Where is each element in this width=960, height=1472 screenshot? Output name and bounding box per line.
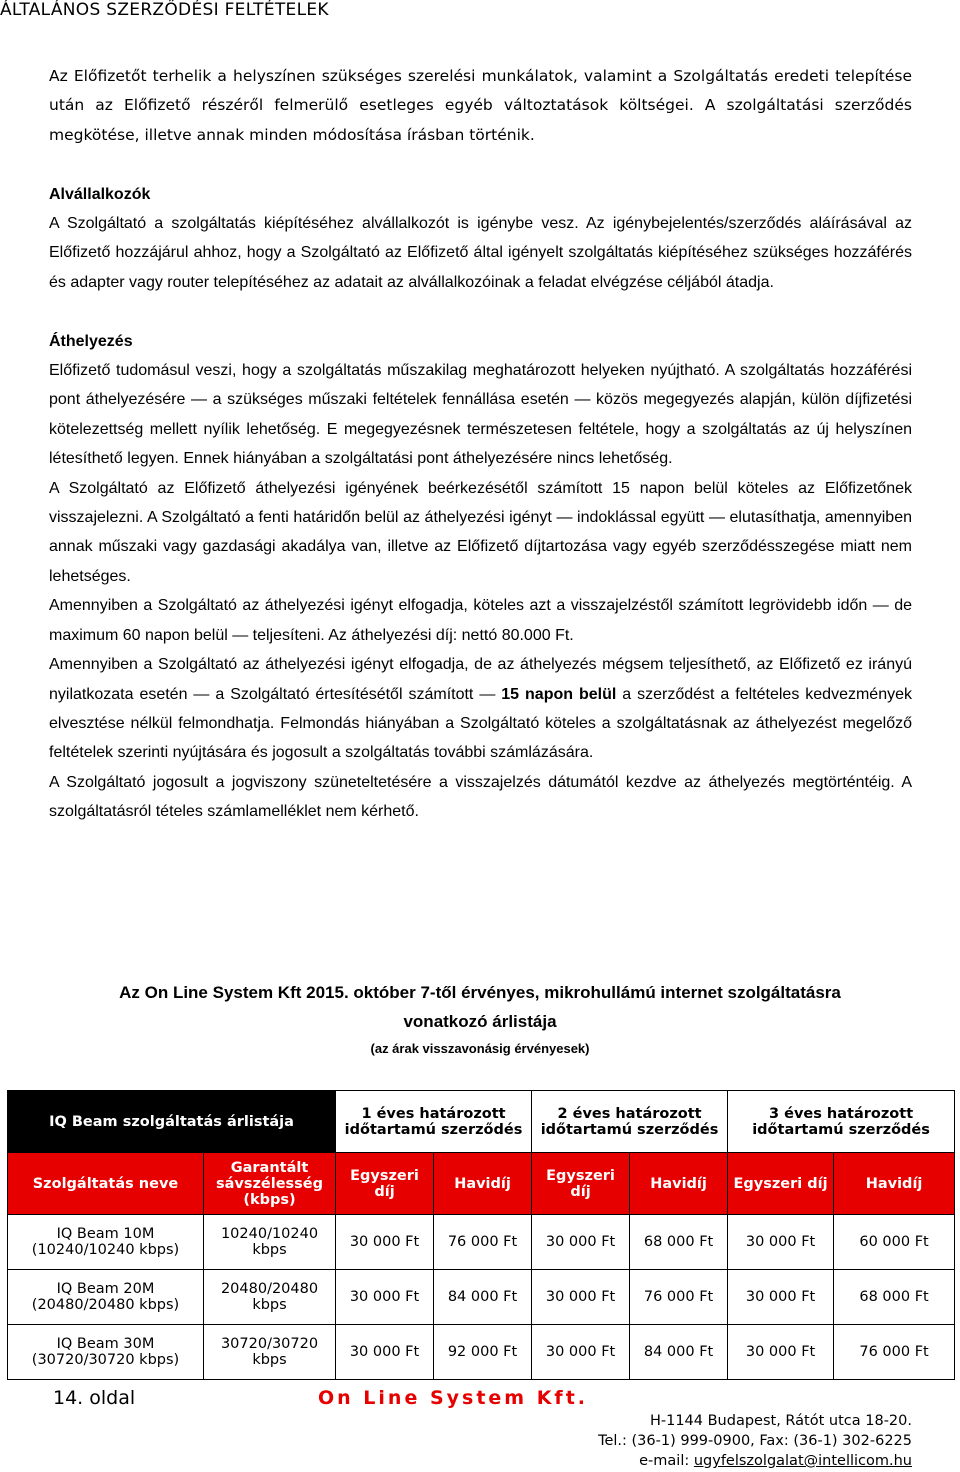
row-p3-monthly: 76 000 Ft bbox=[834, 1325, 955, 1380]
row-bandwidth: 20480/20480 kbps bbox=[204, 1270, 336, 1325]
price-list-heading bbox=[0, 978, 960, 1062]
price-heading-note: (az árak visszavonásig érvényesek) bbox=[370, 1041, 590, 1056]
row-p1-monthly: 76 000 Ft bbox=[434, 1215, 532, 1270]
email-link[interactable]: ugyfelszolgalat@intellicom.hu bbox=[693, 1453, 912, 1469]
row-p2-monthly: 68 000 Ft bbox=[630, 1215, 728, 1270]
price-table bbox=[7, 1090, 955, 1380]
relocation-paragraph-3: Amennyiben a Szolgáltató az áthelyezési igényt elfogadja, köteles azt a visszajelzéstől számított legrövidebb időn — de maximum 60 napon belül — teljesíteni. Az áthelyezési díj: nettó 80.000 Ft. bbox=[49, 597, 912, 644]
relocation-p4-text-end: a szerződést a feltételes kedvezmények elvesztése nélkül felmondhatja. Felmondás hiányában a Szolgáltató köteles a szolgáltatásnak az áthelyezést megelőző feltételek szerinti nyújtására és jogosult a szolgáltatás további számlázására. bbox=[49, 685, 912, 762]
row-service-name: IQ Beam 20M (20480/20480 kbps) bbox=[8, 1270, 204, 1325]
page-title: ÁLTALÁNOS SZERZŐDÉSI FELTÉTELEK bbox=[0, 0, 329, 20]
table-row bbox=[8, 1270, 955, 1325]
row-service-name: IQ Beam 30M (30720/30720 kbps) bbox=[8, 1325, 204, 1380]
col-bandwidth: Garantált sávszélesség (kbps) bbox=[204, 1153, 336, 1215]
col-service-name: Szolgáltatás neve bbox=[8, 1153, 204, 1215]
col-p3-one-time: Egyszeri díj bbox=[728, 1153, 834, 1215]
row-p3-monthly: 60 000 Ft bbox=[834, 1215, 955, 1270]
table-title: IQ Beam szolgáltatás árlistája bbox=[49, 1113, 294, 1130]
company-address: H-1144 Budapest, Rátót utca 18-20. bbox=[649, 1413, 912, 1429]
row-p3-one-time: 30 000 Ft bbox=[728, 1215, 834, 1270]
row-p3-one-time: 30 000 Ft bbox=[728, 1325, 834, 1380]
row-p2-one-time: 30 000 Ft bbox=[532, 1270, 630, 1325]
email-label: e-mail: bbox=[639, 1453, 694, 1469]
col-p2-monthly: Havidíj bbox=[630, 1153, 728, 1215]
row-p1-one-time: 30 000 Ft bbox=[336, 1270, 434, 1325]
row-bandwidth: 10240/10240 kbps bbox=[204, 1215, 336, 1270]
company-email-line bbox=[598, 1451, 912, 1471]
row-service-name: IQ Beam 10M (10240/10240 kbps) bbox=[8, 1215, 204, 1270]
page-number: 14. oldal bbox=[53, 1387, 136, 1409]
period-3-header: 3 éves határozott időtartamú szerződés bbox=[728, 1091, 955, 1153]
col-p1-one-time: Egyszeri díj bbox=[336, 1153, 434, 1215]
table-row bbox=[8, 1325, 955, 1380]
company-brand: On Line System Kft. bbox=[318, 1387, 588, 1409]
row-p3-one-time: 30 000 Ft bbox=[728, 1270, 834, 1325]
relocation-p4-text: Amennyiben a Szolgáltató az áthelyezési igényt elfogadja, de az áthelyezés mégsem teljesíthető, az Előfizető ez irányú nyilatkozata esetén — a Szolgáltató értesítésétől számított — bbox=[49, 656, 912, 703]
row-p1-monthly: 92 000 Ft bbox=[434, 1325, 532, 1380]
row-p2-monthly: 84 000 Ft bbox=[630, 1325, 728, 1380]
intro-paragraph: Az Előfizetőt terhelik a helyszínen szükséges szerelési munkálatok, valamint a Szolgáltatás eredeti telepítése után az Előfizető részéről felmerülő esetleges egyéb változtatások költségei. A szolgáltatási szerződés megkötése, illetve annak minden módosítása írásban történik. bbox=[49, 67, 912, 144]
col-p2-one-time: Egyszeri díj bbox=[532, 1153, 630, 1215]
row-bandwidth: 30720/30720 kbps bbox=[204, 1325, 336, 1380]
table-title-cell bbox=[8, 1091, 336, 1153]
subcontractors-heading: Alvállalkozók bbox=[49, 185, 151, 203]
row-p1-one-time: 30 000 Ft bbox=[336, 1215, 434, 1270]
relocation-paragraph-5: A Szolgáltató jogosult a jogviszony szüneteltetésére a visszajelzés dátumától kezdve az áthelyezés megtörténtéig. A szolgáltatásról tételes számlamelléklet nem kérhető. bbox=[49, 773, 912, 821]
table-subheader-row bbox=[8, 1153, 955, 1215]
row-p2-one-time: 30 000 Ft bbox=[532, 1215, 630, 1270]
col-p3-monthly: Havidíj bbox=[834, 1153, 955, 1215]
subcontractors-paragraph: A Szolgáltató a szolgáltatás kiépítéséhez alvállalkozót is igénybe vesz. Az igénybejelentés/szerződés aláírásával az Előfizető hozzájárul ahhoz, hogy a Szolgáltató az Előfizető által igényelt szolgáltatás kiépítéséhez szükséges hozzáférés és adapter vagy router telepítéséhez az adatait az alvállalkozóinak a feladat elvégzése céljából átadja. bbox=[49, 215, 912, 291]
relocation-paragraph-2: A Szolgáltató az Előfizető áthelyezési igényének beérkezésétől számított 15 napon belül köteles az Előfizetőnek visszajelezni. A Szolgáltató a fenti határidőn belül az áthelyezési igényt — indoklással együtt — elutasíthatja, amennyiben annak műszaki vagy gazdasági akadálya van, illetve az Előfizető díjtartozása vagy egyéb szerződésszegése miatt nem lehetséges. bbox=[49, 479, 912, 585]
company-contact bbox=[598, 1411, 912, 1471]
price-heading-line-2: vonatkozó árlistája bbox=[403, 1012, 557, 1031]
table-row bbox=[8, 1215, 955, 1270]
row-p2-one-time: 30 000 Ft bbox=[532, 1325, 630, 1380]
relocation-paragraph-1: Előfizető tudomásul veszi, hogy a szolgáltatás műszakilag meghatározott helyeken nyújtható. A szolgáltatás hozzáférési pont áthelyezésére — a szükséges műszaki feltételek fennállása esetén — közös megegyezés alapján, külön díjfizetési kötelezettség mellett nyílik lehetőség. E megegyezésnek természetesen feltétele, hogy a szolgáltatás az új helyszínen létesíthető legyen. Ennek hiányában a szolgáltatási pont áthelyezésére nincs lehetőség. bbox=[49, 362, 912, 468]
period-1-header: 1 éves határozott időtartamú szerződés bbox=[336, 1091, 532, 1153]
table-header-row bbox=[8, 1091, 955, 1153]
relocation-heading: Áthelyezés bbox=[49, 332, 133, 350]
document-body bbox=[49, 62, 912, 827]
price-heading-line-1: Az On Line System Kft 2015. október 7-től érvényes, mikrohullámú internet szolgáltatásra bbox=[119, 983, 841, 1002]
company-phone: Tel.: (36-1) 999-0900, Fax: (36-1) 302-6225 bbox=[598, 1433, 912, 1449]
row-p2-monthly: 76 000 Ft bbox=[630, 1270, 728, 1325]
row-p1-one-time: 30 000 Ft bbox=[336, 1325, 434, 1380]
row-p3-monthly: 68 000 Ft bbox=[834, 1270, 955, 1325]
col-p1-monthly: Havidíj bbox=[434, 1153, 532, 1215]
relocation-p4-bold: 15 napon belül bbox=[501, 685, 617, 703]
period-2-header: 2 éves határozott időtartamú szerződés bbox=[532, 1091, 728, 1153]
row-p1-monthly: 84 000 Ft bbox=[434, 1270, 532, 1325]
relocation-paragraph-4 bbox=[49, 650, 912, 768]
